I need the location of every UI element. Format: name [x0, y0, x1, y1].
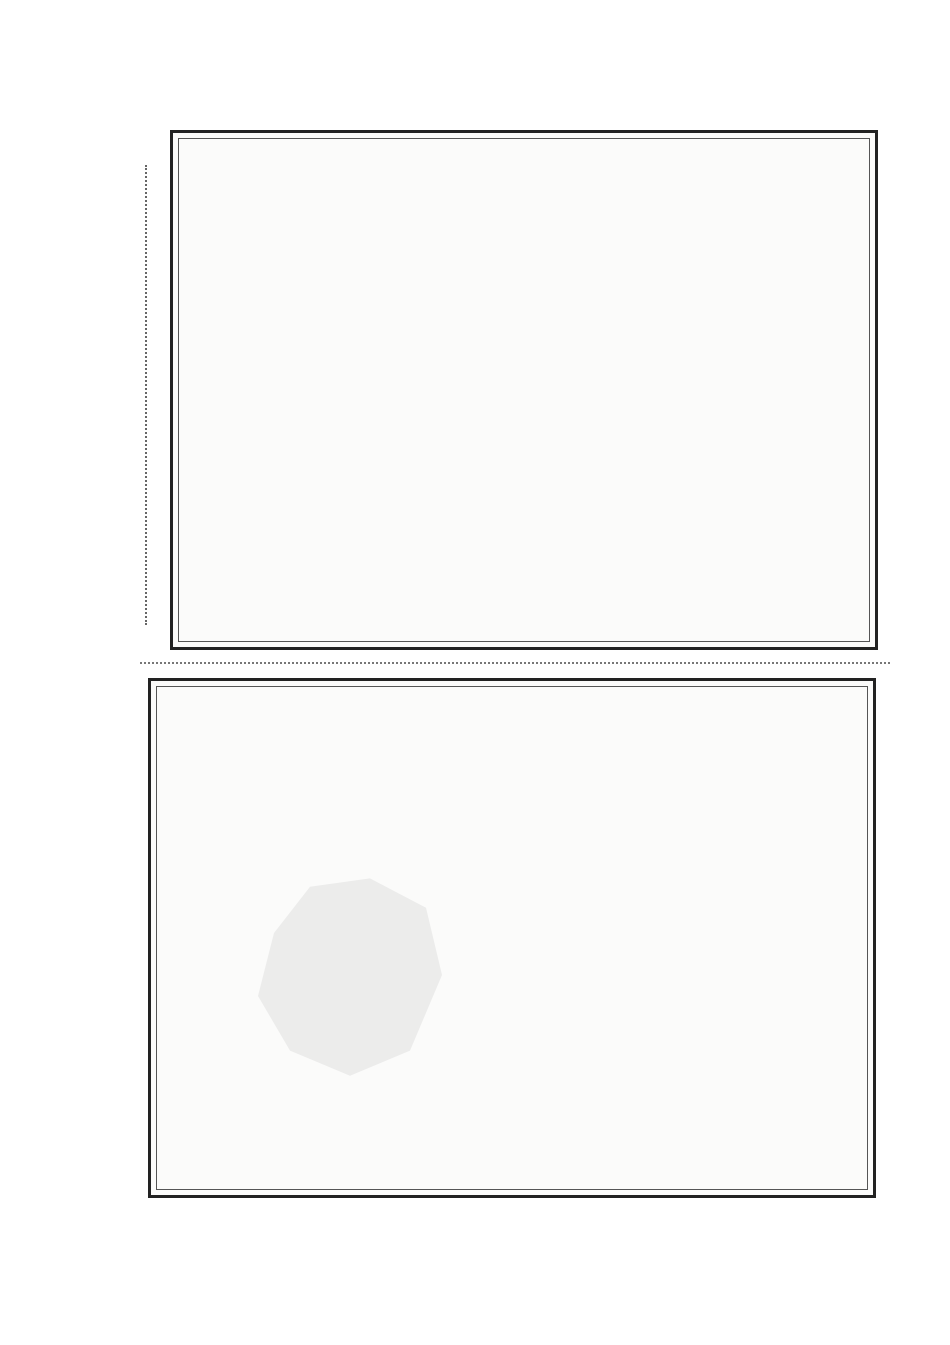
margin-edge-marks: [145, 165, 157, 625]
upper-page-block: [170, 130, 878, 650]
upper-page-columns: [183, 143, 865, 637]
page-fold-divider: [140, 662, 890, 664]
lower-page-columns: [161, 691, 863, 1185]
lower-page-block: [148, 678, 876, 1198]
